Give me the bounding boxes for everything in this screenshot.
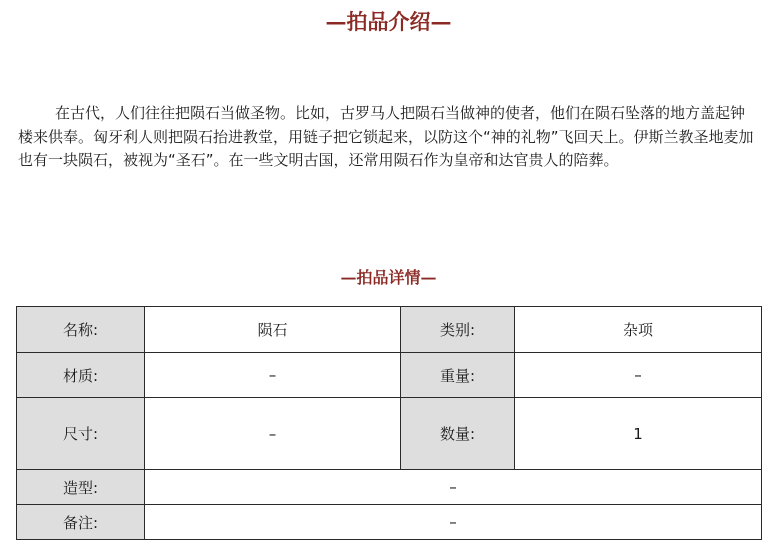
- name-value: 陨石: [145, 307, 401, 353]
- category-value: 杂项: [515, 307, 762, 353]
- size-value: –: [145, 398, 401, 470]
- row-size-quantity: [17, 398, 762, 470]
- category-label: 类别:: [401, 307, 515, 353]
- shape-value: –: [145, 470, 762, 505]
- name-label: 名称:: [17, 307, 145, 353]
- row-material-weight: [17, 353, 762, 398]
- quantity-label: 数量:: [401, 398, 515, 470]
- row-shape: [17, 470, 762, 505]
- shape-label: 造型:: [17, 470, 145, 505]
- details-section-title: —拍品详情—: [340, 268, 437, 287]
- intro-paragraph: 在古代，人们往往把陨石当做圣物。比如，古罗马人把陨石当做神的使者，他们在陨石坠落的地方盖起钟楼来供奉。匈牙利人则把陨石抬进教堂，用链子把它锁起来，以防这个“神的礼物”飞回天上。伊斯兰教圣地麦加也有一块陨石，被视为“圣石”。在一些文明古国，还常用陨石作为皇帝和达官贵人的陪葬。: [18, 104, 754, 169]
- size-label: 尺寸:: [17, 398, 145, 470]
- note-value: –: [145, 505, 762, 540]
- details-table: [16, 306, 762, 540]
- quantity-value: 1: [515, 398, 762, 470]
- weight-label: 重量:: [401, 353, 515, 398]
- row-note: [17, 505, 762, 540]
- note-label: 备注:: [17, 505, 145, 540]
- material-value: –: [145, 353, 401, 398]
- weight-value: –: [515, 353, 762, 398]
- material-label: 材质:: [17, 353, 145, 398]
- row-name-category: [17, 307, 762, 353]
- intro-section-title: —拍品介绍—: [325, 9, 452, 34]
